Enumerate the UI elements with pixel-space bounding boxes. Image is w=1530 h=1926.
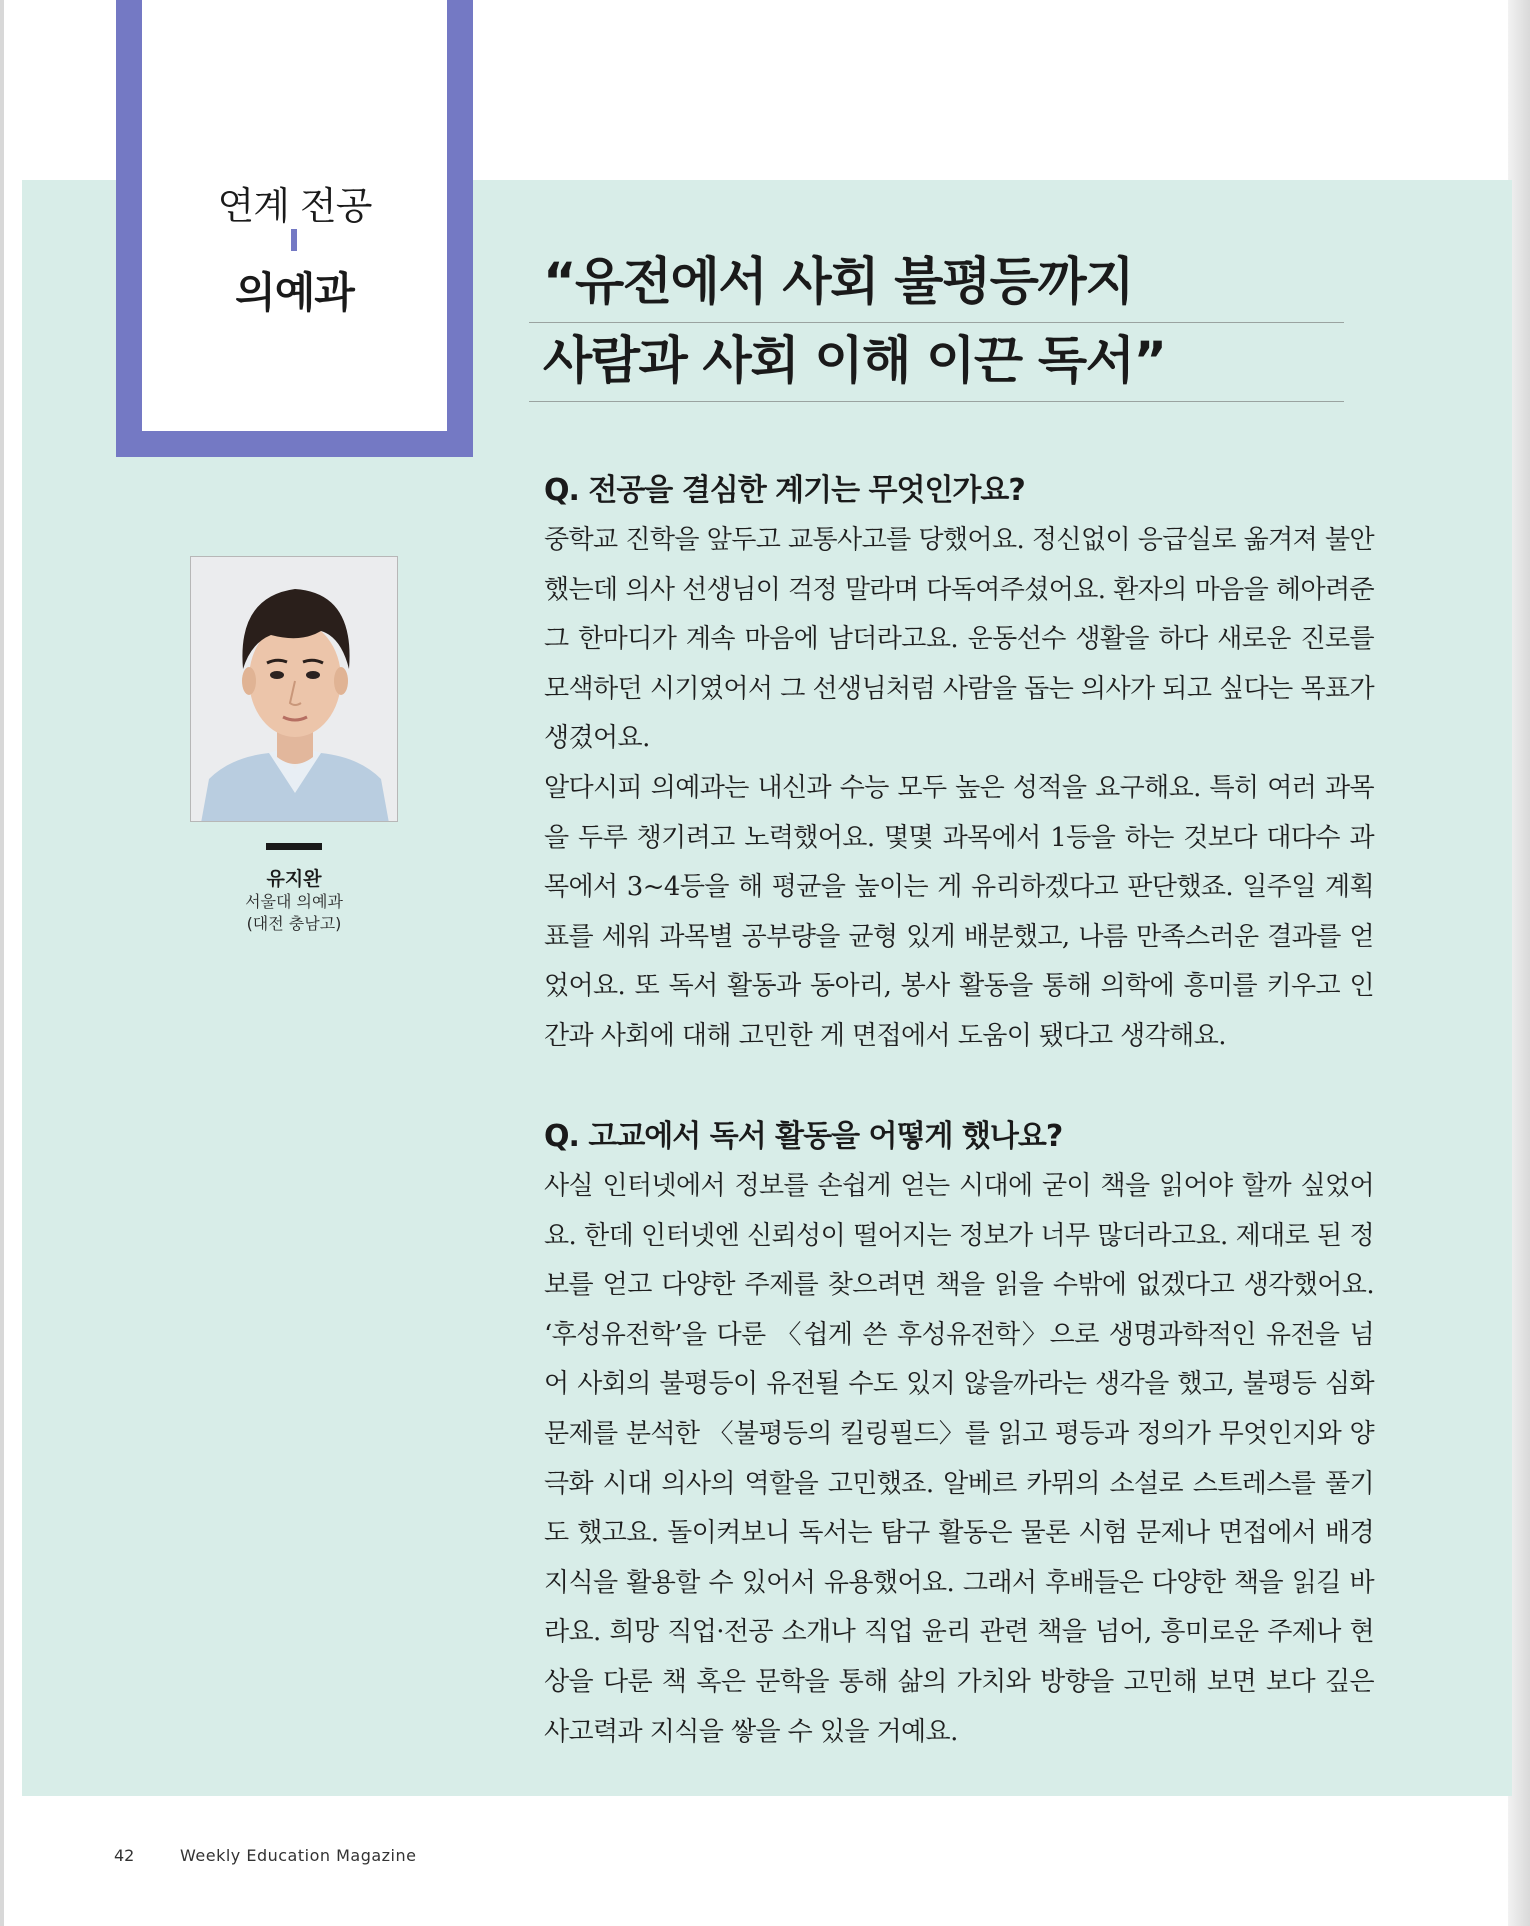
portrait-photo	[190, 556, 398, 822]
interviewee-school: 서울대 의예과	[245, 892, 343, 911]
headline	[529, 244, 1344, 402]
portrait-image	[191, 557, 398, 822]
publication-title: Weekly Education Magazine	[180, 1846, 417, 1865]
qa-section-1	[544, 466, 1374, 1062]
major-box	[116, 0, 473, 457]
major-box-inner	[142, 0, 447, 431]
interviewee-high-school: (대전 충남고)	[246, 914, 342, 933]
question-heading: Q. 전공을 결심한 계기는 무엇인가요?	[544, 473, 1025, 508]
name-divider	[266, 843, 322, 850]
page-number: 42	[114, 1846, 135, 1865]
answer-paragraph: 중학교 진학을 앞두고 교통사고를 당했어요. 정신없이 응급실로 옮겨져 불안했는데 의사 선생님이 걱정 말라며 다독여주셨어요. 환자의 마음을 헤아려준 그 한마디가 계속 마음에 남더라고요. 운동선수 생활을 하다 새로운 진로를 모색하던 시기였어서 그 선생님처럼 사람을 돕는 의사가 되고 싶다는 목표가 생겼어요.	[544, 525, 1374, 754]
headline-line-1: “유전에서 사회 불평등까지	[529, 244, 1344, 323]
headline-line-2: 사람과 사회 이해 이끈 독서”	[529, 323, 1344, 402]
major-label: 연계 전공	[217, 184, 372, 228]
major-name: 의예과	[235, 268, 354, 317]
answer-paragraph: 사실 인터넷에서 정보를 손쉽게 얻는 시대에 굳이 책을 읽어야 할까 싶었어요. 한데 인터넷엔 신뢰성이 떨어지는 정보가 너무 많더라고요. 제대로 된 정보를 얻고 다양한 주제를 찾으려면 책을 읽을 수밖에 없겠다고 생각했어요. ‘후성유전학’을 다룬 〈쉽게 쓴 후성유전학〉으로 생명과학적인 유전을 넘어 사회의 불평등이 유전될 수도 있지 않을까라는 생각을 했고, 불평등 심화 문제를 분석한 〈불평등의 킬링필드〉를 읽고 평등과 정의가 무엇인지와 양극화 시대 의사의 역할을 고민했죠. 알베르 카뮈의 소설로 스트레스를 풀기도 했고요. 돌이켜보니 독서는 탐구 활동은 물론 시험 문제나 면접에서 배경지식을 활용할 수 있어서 유용했어요. 그래서 후배들은 다양한 책을 읽길 바라요. 희망 직업·전공 소개나 직업 윤리 관련 책을 넘어, 흥미로운 주제나 현상을 다룬 책 혹은 문학을 통해 삶의 가치와 방향을 고민해 보면 보다 깊은 사고력과 지식을 쌓을 수 있을 거예요.	[544, 1171, 1374, 1747]
qa-section-2	[544, 1112, 1374, 1757]
interviewee-name: 유지완	[266, 868, 322, 890]
question-heading: Q. 고교에서 독서 활동을 어떻게 했나요?	[544, 1119, 1063, 1154]
major-divider	[291, 229, 297, 251]
answer-paragraph: 알다시피 의예과는 내신과 수능 모두 높은 성적을 요구해요. 특히 여러 과목을 두루 챙기려고 노력했어요. 몇몇 과목에서 1등을 하는 것보다 대다수 과목에서 3~4등을 해 평균을 높이는 게 유리하겠다고 판단했죠. 일주일 계획표를 세워 과목별 공부량을 균형 있게 배분했고, 나름 만족스러운 결과를 얻었어요. 또 독서 활동과 동아리, 봉사 활동을 통해 의학에 흥미를 키우고 인간과 사회에 대해 고민한 게 면접에서 도움이 됐다고 생각해요.	[544, 772, 1374, 1051]
